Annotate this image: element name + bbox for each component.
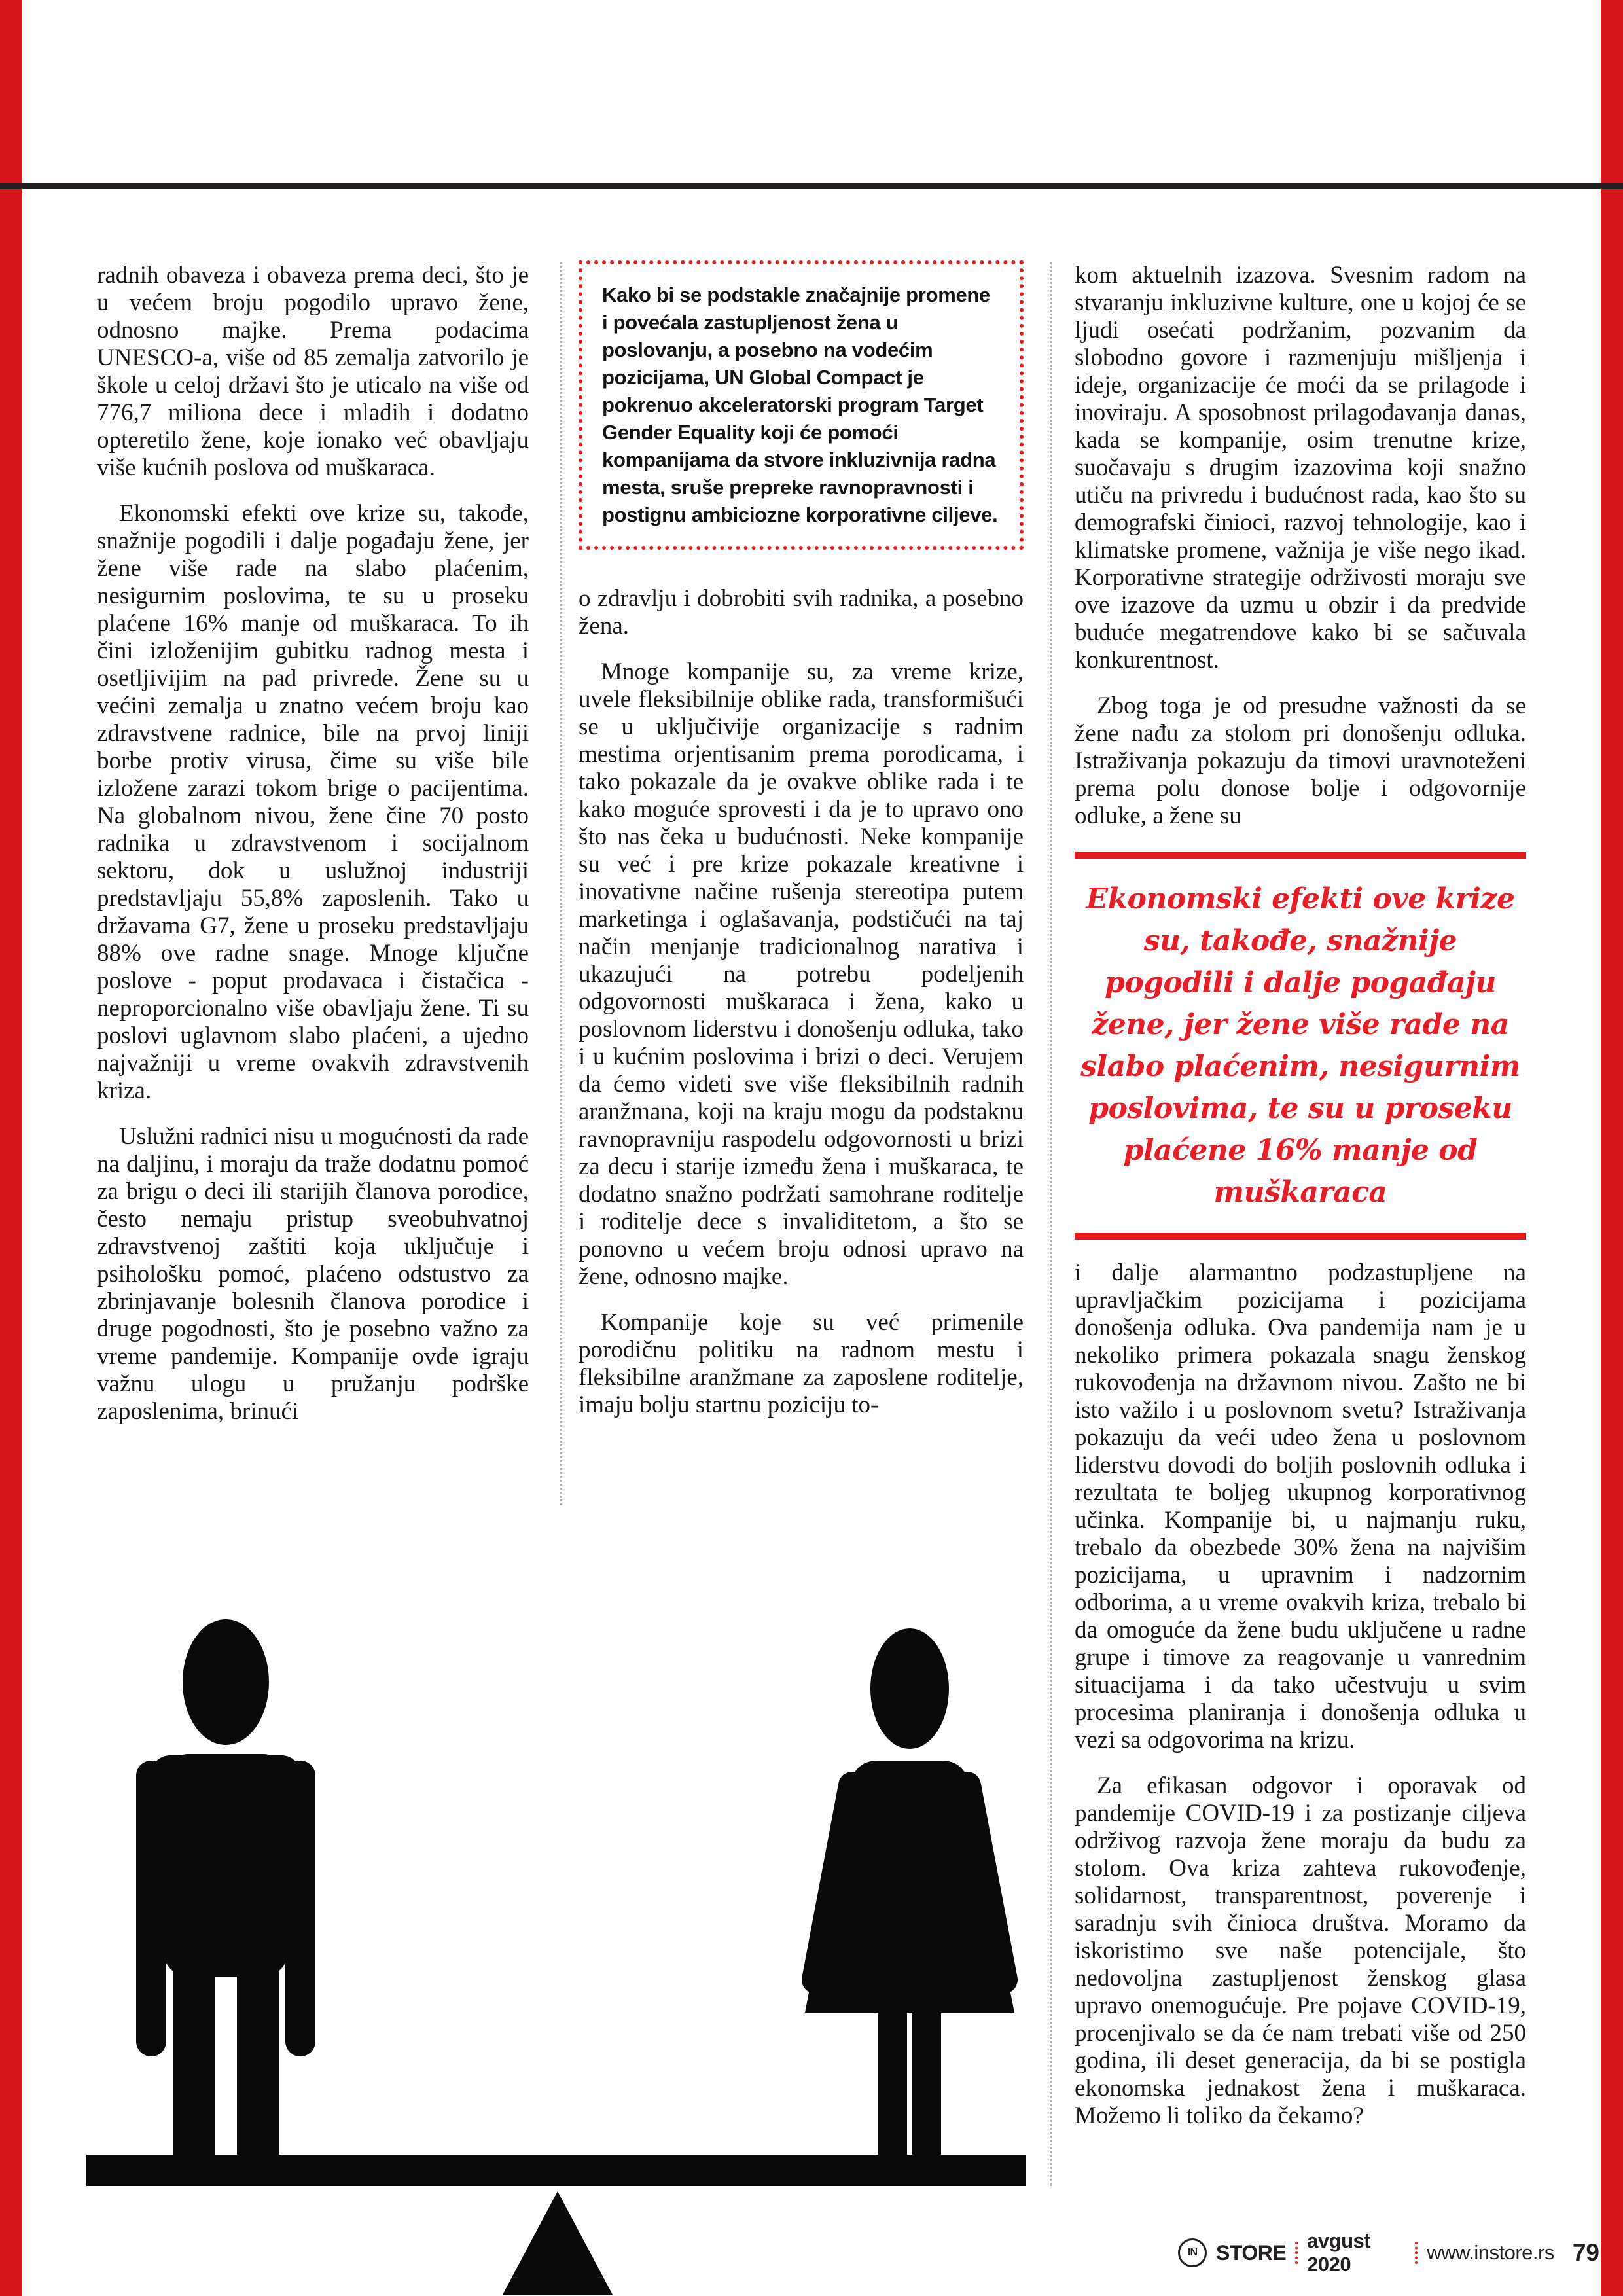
body-paragraph: o zdravlju i dobrobiti svih radnika, a posebno žena. (579, 585, 1024, 639)
page-number: 79 (1572, 2239, 1599, 2266)
callout-box (579, 260, 1024, 550)
gender-balance-illustration (85, 1558, 1027, 2296)
footer-website-link[interactable]: www.instore.rs (1427, 2241, 1554, 2264)
top-rule (0, 183, 1623, 189)
footer-issue-date: avgust 2020 (1307, 2229, 1371, 2276)
pull-quote-text: Ekonomski efekti ove krize su, takođe, snažnije pogodili i dalje pogađaju žene, jer žene više rade na slabo plaćenim, nesigurnim poslovima, te su u proseku plaćene 16% manje od muškaraca (1080, 882, 1520, 1209)
footer-separator-icon (1415, 2242, 1418, 2264)
page-footer (1178, 2229, 1599, 2276)
column-separator-1 (560, 262, 562, 1505)
page-edge-bar-right (1601, 0, 1623, 2296)
column-separator-2 (1050, 262, 1052, 2186)
page-edge-bar-left (0, 0, 22, 2296)
column-2 (579, 260, 1024, 1562)
body-paragraph: radnih obaveza i obaveza prema deci, što je u većem broju pogodilo upravo žene, odnosno majke. Prema podacima UNESCO-a, više od 85 zemalja zatvorilo je škole u celoj državi što je uticalo na više od 776,7 miliona dece i mladih i dodatno opteretilo žene, koje ionako već obavljaju više kućnih poslova od muškaraca. (97, 262, 529, 481)
column-3 (1075, 262, 1526, 2130)
woman-icon (805, 1628, 1014, 2155)
callout-text: Kako bi se podstakle značajnije promene i povećala zastupljenost žena u poslovanju, a posebno na vodećim pozicijama, UN Global Compact je pokrenuo akceleratorski program Target Gender Equality koji će pomoći kompanijama da stvore inkluzivnija radna mesta, sruše prepreke ravnopravnosti i postignu ambiciozne korporativne ciljeve. (602, 283, 998, 526)
footer-brand: STORE (1216, 2240, 1287, 2265)
pull-quote (1075, 852, 1526, 1240)
body-paragraph: kom aktuelnih izazova. Svesnim radom na stvaranju inkluzivne kulture, one u kojoj će se ljudi osećati podržanim, pozvanim da slobodno govore i razmenjuju mišljenja i ideje, organizacije će moći da se prilagode i inoviraju. A sposobnost prilagođavanja danas, kada se kompanije, osim trenutne krize, suočavaju s drugim izazovima koji snažno utiču na privredu i budućnost rada, kao što su demografski činioci, razvoj tehnologije, kao i klimatske promene, važnija je više nego ikad. Korporativne strategije održivosti moraju sve ove izazove da uzmu u obzir i da predvide buduće megatrendove kako bi se sačuvala konkurentnost. (1075, 262, 1526, 673)
body-paragraph: Ekonomski efekti ove krize su, takođe, snažnije pogodili i dalje pogađaju žene, jer žene više rade na slabo plaćenim, nesigurnim poslovima, te su u proseku plaćene 16% manje od muškaraca. To ih čini izloženijim gubitku radnog mesta i osetljivijim na pad privrede. Žene su u većini zemalja u znatno većem broju kao zdravstvene radnice, bile na prvoj liniji borbe protiv virusa, čime su više bile izložene zarazi tokom brige o pacijentima. Na globalnom nivou, žene čine 70 posto radnika u zdravstvenom i socijalnom sektoru, dok u uslužnoj industriji predstavljaju 55,8% zaposlenih. Tako u državama G7, žene u proseku predstavljaju 88% ove radne snage. Mnoge ključne poslove - poput prodavaca i čistačica - neproporcionalno više obavljaju žene. Ti su poslovi uglavnom slabo plaćeni, a ujedno najvažniji u vreme ovakvih zdravstvenih kriza. (97, 500, 529, 1104)
body-paragraph: Zbog toga je od presudne važnosti da se žene nađu za stolom pri donošenju odluka. Istraživanja pokazuju da timovi uravnoteženi prema polu donose bolje i odgovornije odluke, a žene su (1075, 692, 1526, 829)
seesaw-fulcrum-icon (503, 2191, 613, 2295)
body-paragraph: Uslužni radnici nisu u mogućnosti da rade na daljinu, i moraju da traže dodatnu pomoć za brigu o deci ili starijih članova porodice, često nemaju pristup sveobuhvatnoj zdravstvenoj zaštiti koja uključuje i psihološku pomoć, plaćeno odstustvo za zbrinjavanje bolesnih članova porodice i druge pogodnosti, što je posebno važno za vreme pandemije. Kompanije ovde igraju važnu ulogu u pružanju podrške zaposlenima, brinući (97, 1123, 529, 1425)
column-1 (97, 262, 529, 1561)
body-paragraph: i dalje alarmantno podzastupljene na upravljačkim pozicijama i pozicijama donošenja odluka. Ova pandemija nam je u nekoliko primera pokazala snagu ženskog rukovođenja na državnom nivou. Zašto ne bi isto važilo i u poslovnom svetu? Istraživanja pokazuju da veći udeo žena u poslovnom liderstvu dovodi do boljih poslovnih odluka i rezultata te boljeg ukupnog korporativnog učinka. Kompanije bi, u najmanju ruku, trebalo da obezbede 30% žena na najvišim pozicijama, u upravnim i nadzornim odborima, a u vreme ovakvih kriza, trebalo bi da omoguće da žene budu uključene u radne grupe i timove za reagovanje u vanrednim situacijama i da tako učestvuju u svim procesima planiranja i donošenja odluka u vezi sa odgovorima na krizu. (1075, 1259, 1526, 1753)
instore-logo-icon: IN (1178, 2238, 1207, 2267)
footer-separator-icon (1295, 2242, 1298, 2264)
body-paragraph: Mnoge kompanije su, za vreme krize, uvele fleksibilnije oblike rada, transformišući se u uključivije organizacije s radnim mestima orjentisanim prema porodicama, i tako pokazale da je ovakve oblike rada i te kako moguće sprovesti i da je to upravo ono što nas čeka u budućnosti. Neke kompanije su već i pre krize pokazale kreativne i inovativne načine rušenja stereotipa putem marketinga i oglašavanja, podstičući na taj način menjanje tradicionalnog narativa i ukazujući na potrebu podeljenih odgovornosti muškaraca i žena, kako u poslovnom liderstvu i donošenju odluka, tako i u kućnim poslovima i brizi o deci. Verujem da ćemo videti sve više fleksibilnih radnih aranžmana, koji na kraju mogu da podstaknu ravnopravniju raspodelu odgovornosti u brizi za decu i starije između žena i muškaraca, te dodatno snažno podržati samohrane roditelje i roditelje dece s invaliditetom, a što se ponovno u većem broju odnosi upravo na žene, odnosno majke. (579, 658, 1024, 1290)
body-paragraph: Kompanije koje su već primenile porodičnu politiku na radnom mestu i fleksibilne aranžmane za zaposlene roditelje, imaju bolju startnu poziciju to- (579, 1309, 1024, 1418)
body-paragraph: Za efikasan odgovor i oporavak od pandemije COVID-19 i za postizanje ciljeva održivog razvoja žene moraju da budu za stolom. Ova kriza zahteva rukovođenje, solidarnost, transparentnost, poverenje i saradnju svih činioca društva. Moramo da iskoristimo sve naše potencijale, što nedovoljna zastupljenost ženskog glasa upravo onemogućuje. Pre pojave COVID-19, procenjivalo se da će nam trebati više od 250 godina, ili deset generacija, da bi se postigla ekonomska jednakost žena i muškaraca. Možemo li toliko da čekamo? (1075, 1772, 1526, 2129)
seesaw-plank-icon (86, 2155, 1026, 2186)
man-icon (136, 1619, 315, 2155)
